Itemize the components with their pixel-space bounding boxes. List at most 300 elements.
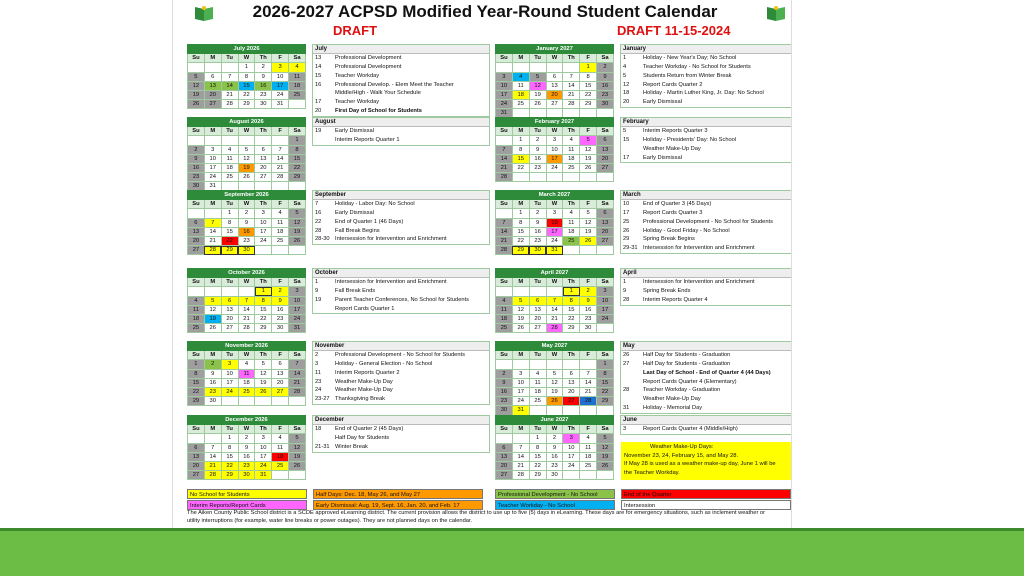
event-date bbox=[621, 378, 643, 387]
day-cell: 30 bbox=[272, 324, 289, 333]
day-cell: 1 bbox=[221, 209, 238, 218]
day-cell: 11 bbox=[272, 443, 289, 452]
day-cell: 28 bbox=[221, 100, 238, 109]
day-cell: 31 bbox=[546, 246, 563, 255]
day-cell: 20 bbox=[188, 236, 205, 245]
event-text: Professional Develop. - Elem Meet the Teacher bbox=[335, 81, 454, 88]
day-cell: 12 bbox=[512, 305, 529, 314]
day-cell: 12 bbox=[238, 154, 255, 163]
day-cell: 10 bbox=[512, 378, 529, 387]
legend-half-days: Half Days: Dec. 18, May 26, and May 27 bbox=[313, 489, 483, 499]
month-grid bbox=[187, 341, 306, 406]
day-cell bbox=[580, 406, 597, 415]
day-cell: 27 bbox=[255, 173, 272, 182]
day-cell: 9 bbox=[255, 72, 272, 81]
day-cell: 4 bbox=[529, 369, 546, 378]
day-cell: 4 bbox=[188, 296, 205, 305]
day-cell: 12 bbox=[580, 145, 597, 154]
day-cell: 25 bbox=[238, 387, 255, 396]
day-cell bbox=[272, 136, 289, 145]
day-cell: 28 bbox=[496, 246, 513, 255]
weekday-header: Sa bbox=[597, 127, 614, 136]
day-cell: 30 bbox=[546, 471, 563, 480]
weather-note-line: If May 28 is used as a weather make-up day, June 1 will be bbox=[624, 461, 776, 467]
legend-end-of-quarter: End of the Quarter bbox=[621, 489, 791, 499]
day-cell: 20 bbox=[255, 163, 272, 172]
event-date: 28 bbox=[623, 387, 630, 394]
day-cell: 9 bbox=[529, 145, 546, 154]
event-text: Winter Break bbox=[335, 443, 368, 450]
day-cell: 9 bbox=[597, 72, 614, 81]
weekday-header: Tu bbox=[221, 351, 238, 360]
day-cell: 9 bbox=[496, 378, 513, 387]
weekday-header: Tu bbox=[529, 351, 546, 360]
day-cell: 17 bbox=[289, 305, 306, 314]
day-cell: 17 bbox=[255, 452, 272, 461]
day-cell bbox=[597, 471, 614, 480]
weekday-header: Tu bbox=[529, 127, 546, 136]
event-date bbox=[313, 89, 335, 98]
event-date: 3 bbox=[315, 360, 319, 367]
event-text: End of Quarter 1 (46 Days) bbox=[335, 218, 404, 225]
event-text: Holiday - Labor Day: No School bbox=[335, 201, 415, 208]
day-cell: 19 bbox=[289, 452, 306, 461]
day-cell: 14 bbox=[221, 81, 238, 90]
day-cell: 24 bbox=[255, 236, 272, 245]
day-cell: 18 bbox=[272, 227, 289, 236]
day-cell: 4 bbox=[563, 209, 580, 218]
day-cell: 27 bbox=[272, 387, 289, 396]
day-cell: 21 bbox=[496, 163, 513, 172]
event-date bbox=[313, 136, 335, 145]
weekday-header: Th bbox=[255, 351, 272, 360]
day-cell: 8 bbox=[563, 296, 580, 305]
legend-professional-development: Professional Development - No School bbox=[495, 489, 615, 499]
day-cell: 28 bbox=[512, 471, 529, 480]
event-date: 1 bbox=[623, 279, 627, 286]
day-cell bbox=[496, 434, 513, 443]
event-row bbox=[621, 395, 792, 404]
month-grid bbox=[495, 117, 614, 182]
day-cell: 14 bbox=[496, 227, 513, 236]
day-cell: 22 bbox=[597, 387, 614, 396]
events-title: October bbox=[313, 269, 489, 278]
day-cell: 5 bbox=[580, 136, 597, 145]
day-cell: 25 bbox=[496, 324, 513, 333]
day-cell: 27 bbox=[496, 471, 513, 480]
day-cell: 6 bbox=[221, 296, 238, 305]
day-cell: 2 bbox=[204, 360, 221, 369]
event-row bbox=[313, 351, 489, 360]
event-text: Fall Break Begins bbox=[335, 227, 380, 234]
day-cell: 15 bbox=[512, 227, 529, 236]
day-cell: 17 bbox=[204, 163, 221, 172]
day-cell: 2 bbox=[496, 369, 513, 378]
day-cell bbox=[529, 360, 546, 369]
event-text: Professional Development bbox=[335, 55, 402, 62]
event-date: 19 bbox=[315, 128, 322, 135]
event-row bbox=[621, 351, 792, 360]
day-cell: 25 bbox=[272, 461, 289, 470]
day-cell: 2 bbox=[188, 145, 205, 154]
day-cell: 28 bbox=[563, 100, 580, 109]
day-cell: 11 bbox=[563, 145, 580, 154]
weekday-header: W bbox=[546, 200, 563, 209]
day-cell: 23 bbox=[255, 90, 272, 99]
event-text: Weather Make-Up Day bbox=[335, 378, 393, 385]
day-cell: 11 bbox=[580, 443, 597, 452]
event-date: 27 bbox=[623, 360, 630, 367]
event-text: Half Day for Students - Graduation bbox=[643, 360, 731, 367]
event-text: End of Quarter 2 (45 Days) bbox=[335, 426, 404, 433]
day-cell: 24 bbox=[204, 173, 221, 182]
event-row bbox=[621, 209, 792, 218]
month-events bbox=[620, 117, 792, 163]
day-cell: 11 bbox=[512, 81, 529, 90]
day-cell: 20 bbox=[597, 154, 614, 163]
day-cell: 7 bbox=[221, 72, 238, 81]
day-cell bbox=[512, 63, 529, 72]
event-row bbox=[621, 404, 792, 413]
day-cell: 20 bbox=[221, 314, 238, 323]
day-cell: 3 bbox=[563, 434, 580, 443]
day-cell: 29 bbox=[580, 100, 597, 109]
event-text: Early Dismissal bbox=[335, 209, 374, 216]
weekday-header: Sa bbox=[289, 278, 306, 287]
month-events bbox=[312, 341, 490, 405]
event-date bbox=[313, 434, 335, 443]
day-cell: 30 bbox=[597, 100, 614, 109]
day-cell: 7 bbox=[204, 443, 221, 452]
event-date: 5 bbox=[623, 128, 627, 135]
weekday-header: M bbox=[512, 351, 529, 360]
day-cell bbox=[580, 173, 597, 182]
day-cell: 24 bbox=[563, 461, 580, 470]
month-events bbox=[620, 415, 792, 435]
event-date: 29 bbox=[623, 236, 630, 243]
weather-note-line: the Teacher Workday. bbox=[624, 469, 680, 476]
day-cell: 1 bbox=[255, 287, 272, 296]
day-cell: 11 bbox=[188, 305, 205, 314]
weekday-header: Sa bbox=[289, 200, 306, 209]
day-cell: 2 bbox=[255, 63, 272, 72]
day-cell: 3 bbox=[255, 209, 272, 218]
event-date: 5 bbox=[623, 72, 627, 79]
day-cell: 17 bbox=[597, 305, 614, 314]
day-cell: 27 bbox=[546, 100, 563, 109]
day-cell: 20 bbox=[496, 461, 513, 470]
legend-intersession: Intersession bbox=[621, 500, 791, 510]
day-cell: 7 bbox=[496, 145, 513, 154]
day-cell: 5 bbox=[512, 296, 529, 305]
weekday-header: Tu bbox=[221, 200, 238, 209]
day-cell: 6 bbox=[597, 209, 614, 218]
event-date: 13 bbox=[315, 55, 322, 62]
day-cell bbox=[272, 397, 289, 406]
day-cell: 10 bbox=[546, 145, 563, 154]
day-cell: 16 bbox=[204, 378, 221, 387]
day-cell bbox=[289, 471, 306, 480]
day-cell: 9 bbox=[272, 296, 289, 305]
day-cell: 9 bbox=[580, 296, 597, 305]
day-cell: 11 bbox=[563, 218, 580, 227]
day-cell bbox=[221, 287, 238, 296]
day-cell bbox=[546, 287, 563, 296]
day-cell: 19 bbox=[597, 452, 614, 461]
event-row bbox=[621, 425, 792, 434]
day-cell: 4 bbox=[496, 296, 513, 305]
weekday-header: Tu bbox=[221, 127, 238, 136]
weekday-header: W bbox=[238, 54, 255, 63]
month-events bbox=[620, 44, 792, 108]
day-cell: 22 bbox=[529, 461, 546, 470]
day-cell: 22 bbox=[238, 90, 255, 99]
day-cell: 20 bbox=[563, 387, 580, 396]
event-text: Interim Reports Quarter 4 bbox=[643, 296, 708, 303]
weekday-header: Tu bbox=[221, 54, 238, 63]
day-cell: 24 bbox=[255, 461, 272, 470]
day-cell: 12 bbox=[188, 81, 205, 90]
weekday-header: W bbox=[546, 54, 563, 63]
event-row bbox=[621, 244, 792, 253]
day-cell: 18 bbox=[563, 227, 580, 236]
month-events bbox=[312, 117, 490, 146]
day-cell: 30 bbox=[580, 324, 597, 333]
day-cell bbox=[289, 100, 306, 109]
month-name: March 2027 bbox=[496, 191, 614, 200]
day-cell bbox=[580, 471, 597, 480]
day-cell bbox=[188, 63, 205, 72]
day-cell: 19 bbox=[188, 90, 205, 99]
weekday-header: W bbox=[546, 425, 563, 434]
event-row bbox=[313, 296, 489, 305]
weekday-header: Sa bbox=[597, 54, 614, 63]
day-cell: 9 bbox=[188, 154, 205, 163]
day-cell: 21 bbox=[289, 378, 306, 387]
event-row bbox=[313, 218, 489, 227]
day-cell bbox=[204, 434, 221, 443]
day-cell: 25 bbox=[272, 236, 289, 245]
event-date: 23-27 bbox=[315, 396, 330, 403]
day-cell: 28 bbox=[496, 173, 513, 182]
day-cell: 19 bbox=[512, 314, 529, 323]
day-cell: 23 bbox=[204, 387, 221, 396]
day-cell: 12 bbox=[597, 443, 614, 452]
day-cell bbox=[512, 360, 529, 369]
event-row bbox=[621, 386, 792, 395]
day-cell: 18 bbox=[221, 163, 238, 172]
book-logo-icon bbox=[193, 5, 215, 23]
day-cell: 30 bbox=[496, 406, 513, 415]
day-cell: 2 bbox=[238, 434, 255, 443]
day-cell: 27 bbox=[597, 163, 614, 172]
day-cell: 3 bbox=[546, 209, 563, 218]
weekday-header: Su bbox=[188, 54, 205, 63]
day-cell: 5 bbox=[529, 72, 546, 81]
weekday-header: Tu bbox=[221, 278, 238, 287]
day-cell: 6 bbox=[529, 296, 546, 305]
month-name: December 2026 bbox=[188, 416, 306, 425]
day-cell bbox=[204, 209, 221, 218]
weather-note-title: Weather Make-Up Days: bbox=[650, 444, 714, 450]
book-logo-icon bbox=[765, 5, 787, 23]
day-cell bbox=[496, 63, 513, 72]
day-cell: 18 bbox=[188, 314, 205, 323]
day-cell: 29 bbox=[597, 397, 614, 406]
calendar-document bbox=[172, 0, 792, 528]
weekday-header: W bbox=[238, 425, 255, 434]
day-cell: 9 bbox=[529, 218, 546, 227]
day-cell bbox=[289, 246, 306, 255]
day-cell: 13 bbox=[255, 154, 272, 163]
event-date: 28 bbox=[623, 296, 630, 303]
day-cell: 17 bbox=[496, 90, 513, 99]
month-grid bbox=[187, 268, 306, 333]
month-name: July 2026 bbox=[188, 45, 306, 54]
day-cell: 29 bbox=[221, 246, 238, 255]
day-cell: 1 bbox=[188, 360, 205, 369]
weekday-header: Sa bbox=[289, 127, 306, 136]
event-row bbox=[313, 287, 489, 296]
weekday-header: Th bbox=[563, 425, 580, 434]
day-cell: 10 bbox=[597, 296, 614, 305]
day-cell: 21 bbox=[238, 314, 255, 323]
month-events bbox=[312, 190, 490, 245]
day-cell: 7 bbox=[272, 145, 289, 154]
day-cell: 14 bbox=[238, 305, 255, 314]
event-date: 29-31 bbox=[623, 245, 638, 252]
event-text: Report Cards Quarter 2 bbox=[643, 81, 703, 88]
event-text: Holiday - Martin Luther King, Jr. Day: No School bbox=[643, 90, 764, 97]
day-cell: 22 bbox=[512, 163, 529, 172]
day-cell: 18 bbox=[580, 452, 597, 461]
day-cell: 14 bbox=[496, 154, 513, 163]
event-date: 17 bbox=[315, 99, 322, 106]
event-text: Early Dismissal bbox=[643, 99, 682, 106]
day-cell bbox=[563, 471, 580, 480]
event-text: Teacher Workday - Graduation bbox=[643, 387, 721, 394]
events-title: February bbox=[621, 118, 792, 127]
weekday-header: Su bbox=[496, 278, 513, 287]
day-cell bbox=[188, 209, 205, 218]
day-cell: 17 bbox=[272, 81, 289, 90]
day-cell: 14 bbox=[272, 154, 289, 163]
day-cell bbox=[597, 324, 614, 333]
day-cell: 14 bbox=[204, 227, 221, 236]
event-text: Interim Reports Quarter 3 bbox=[643, 128, 708, 135]
event-text: Spring Break Ends bbox=[643, 287, 691, 294]
day-cell: 19 bbox=[255, 378, 272, 387]
month-name: January 2027 bbox=[496, 45, 614, 54]
event-text: Half Day for Students bbox=[335, 434, 390, 441]
day-cell: 14 bbox=[580, 378, 597, 387]
day-cell: 20 bbox=[597, 227, 614, 236]
day-cell bbox=[580, 360, 597, 369]
weekday-header: F bbox=[272, 351, 289, 360]
weekday-header: M bbox=[204, 200, 221, 209]
day-cell: 20 bbox=[272, 378, 289, 387]
day-cell: 6 bbox=[597, 136, 614, 145]
day-cell: 18 bbox=[529, 387, 546, 396]
weekday-header: M bbox=[204, 127, 221, 136]
day-cell: 20 bbox=[529, 314, 546, 323]
day-cell: 6 bbox=[272, 360, 289, 369]
day-cell bbox=[255, 136, 272, 145]
day-cell: 17 bbox=[546, 154, 563, 163]
day-cell: 7 bbox=[238, 296, 255, 305]
day-cell bbox=[597, 246, 614, 255]
day-cell: 18 bbox=[563, 154, 580, 163]
legend-interim-reports: Interim Reports/Report Cards bbox=[187, 500, 307, 510]
event-row bbox=[313, 72, 489, 81]
day-cell bbox=[255, 397, 272, 406]
month-name: May 2027 bbox=[496, 342, 614, 351]
event-row bbox=[313, 235, 489, 244]
day-cell bbox=[188, 434, 205, 443]
weekday-header: Tu bbox=[529, 425, 546, 434]
event-row bbox=[313, 434, 489, 443]
day-cell: 26 bbox=[289, 236, 306, 245]
weekday-header: Su bbox=[496, 54, 513, 63]
event-text: Holiday - Presidents' Day: No School bbox=[643, 136, 737, 143]
event-text: Teacher Workday bbox=[335, 99, 380, 106]
day-cell: 23 bbox=[529, 236, 546, 245]
event-row bbox=[313, 360, 489, 369]
day-cell: 23 bbox=[188, 173, 205, 182]
weekday-header: Su bbox=[188, 127, 205, 136]
day-cell: 3 bbox=[272, 63, 289, 72]
event-row bbox=[621, 200, 792, 209]
day-cell: 5 bbox=[597, 434, 614, 443]
day-cell: 21 bbox=[512, 461, 529, 470]
day-cell: 7 bbox=[512, 443, 529, 452]
event-row bbox=[313, 369, 489, 378]
day-cell: 25 bbox=[188, 324, 205, 333]
day-cell: 30 bbox=[255, 100, 272, 109]
event-row bbox=[621, 369, 792, 378]
day-cell: 27 bbox=[563, 397, 580, 406]
weekday-header: F bbox=[580, 425, 597, 434]
day-cell: 12 bbox=[204, 305, 221, 314]
event-text: Last Day of School - End of Quarter 4 (44 Days) bbox=[643, 369, 771, 376]
day-cell: 27 bbox=[204, 100, 221, 109]
day-cell: 22 bbox=[580, 90, 597, 99]
event-row bbox=[313, 200, 489, 209]
day-cell: 16 bbox=[597, 81, 614, 90]
weekday-header: Th bbox=[563, 278, 580, 287]
day-cell: 8 bbox=[512, 145, 529, 154]
day-cell: 30 bbox=[204, 397, 221, 406]
day-cell: 13 bbox=[563, 378, 580, 387]
weekday-header: W bbox=[238, 200, 255, 209]
day-cell: 25 bbox=[580, 461, 597, 470]
day-cell bbox=[563, 360, 580, 369]
day-cell: 3 bbox=[546, 136, 563, 145]
day-cell: 8 bbox=[221, 443, 238, 452]
day-cell: 15 bbox=[221, 452, 238, 461]
day-cell: 12 bbox=[289, 443, 306, 452]
day-cell: 1 bbox=[512, 136, 529, 145]
event-date: 28-30 bbox=[315, 236, 330, 243]
day-cell bbox=[529, 287, 546, 296]
event-text: Holiday - General Election - No School bbox=[335, 360, 433, 367]
day-cell: 24 bbox=[546, 163, 563, 172]
event-date: 28 bbox=[315, 227, 322, 234]
event-date: 16 bbox=[315, 209, 322, 216]
events-title: December bbox=[313, 416, 489, 425]
day-cell: 18 bbox=[512, 90, 529, 99]
event-text: Holiday - New Year's Day; No School bbox=[643, 55, 737, 62]
